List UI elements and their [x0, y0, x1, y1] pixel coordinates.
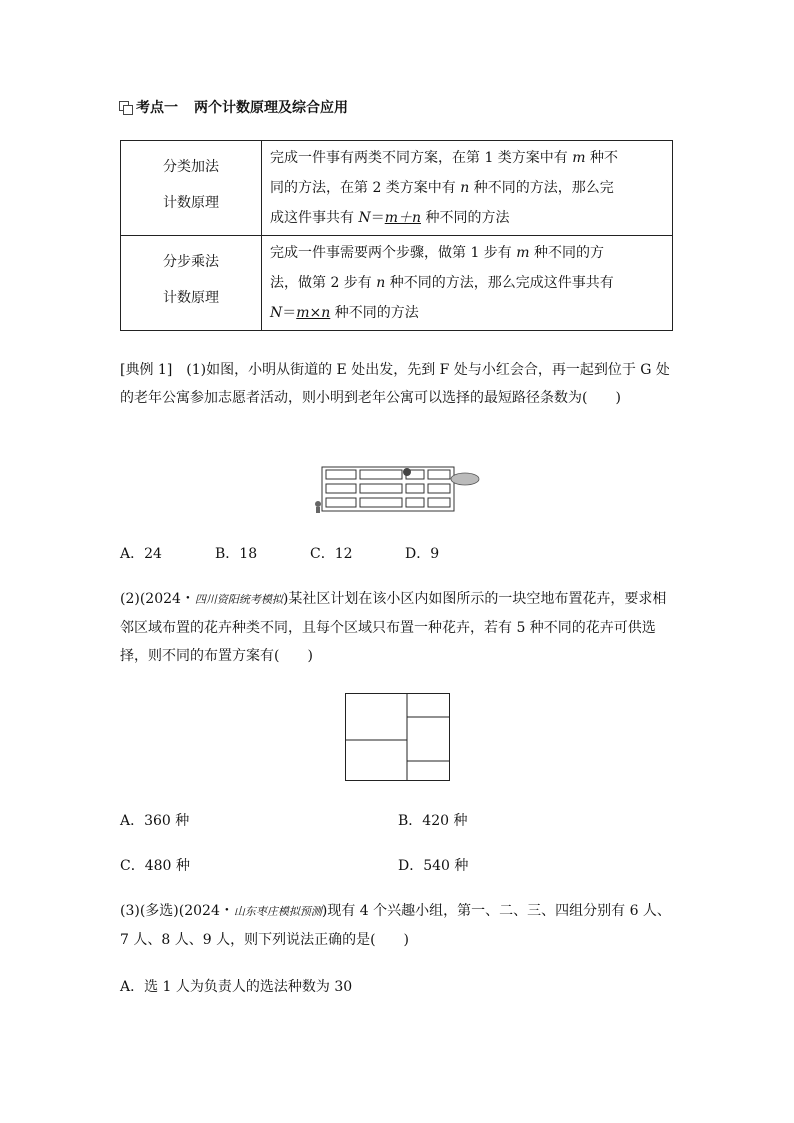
question-2-text: (2)(2024・四川资阳统考模拟)某社区计划在该小区内如图所示的一块空地布置花卉，要求相邻区域布置的花卉种类不同，且每个区域只布置一种花卉，若有 5 种不同的花卉可供选择，则不同的布置方案有( ) [120, 591, 667, 664]
section-heading [119, 97, 348, 117]
table-row [121, 236, 673, 331]
option-c[interactable]: C．480 种 [120, 858, 190, 874]
option-c[interactable]: C．12 [310, 546, 353, 562]
option-b[interactable]: B．18 [215, 546, 258, 562]
principle-name: 分步乘法 计数原理 [121, 236, 262, 331]
formula-answer: m＋n [384, 210, 421, 226]
building-icon [451, 473, 479, 485]
principle-description: 完成一件事需要两个步骤，做第 1 步有 m 种不同的方 法，做第 2 步有 n 种不同的方法，那么完成这件事共有 N＝m×n 种不同的方法 [262, 236, 673, 331]
counting-principles-table [120, 140, 673, 331]
option-d[interactable]: D．540 种 [398, 858, 469, 874]
question-1-text: [典例 1] (1)如图，小明从街道的 E 处出发，先到 F 处与小红会合，再一起到位于 G 处的老年公寓参加志愿者活动，则小明到老年公寓可以选择的最短路径条数为( ) [120, 362, 670, 406]
option-d[interactable]: D．9 [405, 546, 440, 562]
option-a[interactable]: A．24 [120, 546, 162, 562]
table-row [121, 141, 673, 236]
option-b[interactable]: B．420 种 [398, 813, 468, 829]
garden-plot-figure [345, 693, 450, 781]
question-3-text: (3)(多选)(2024・山东枣庄模拟预测)现有 4 个兴趣小组，第一、二、三、四组分别有 6 人、7 人、8 人、9 人，则下列说法正确的是( ) [120, 903, 671, 948]
person-icon [315, 501, 321, 507]
principle-description: 完成一件事有两类不同方案，在第 1 类方案中有 m 种不 同的方法，在第 2 类方案中有 n 种不同的方法，那么完 成这件事共有 N＝m＋n 种不同的方法 [262, 141, 673, 236]
street-map-figure [310, 462, 492, 514]
option-a[interactable]: A．选 1 人为负责人的选法种数为 30 [120, 979, 353, 995]
option-a[interactable]: A．360 种 [120, 813, 190, 829]
section-title: 两个计数原理及综合应用 [194, 100, 348, 116]
section-label: 考点一 [136, 100, 178, 116]
principle-name: 分类加法 计数原理 [121, 141, 262, 236]
formula-answer: m×n [296, 305, 331, 321]
person-icon [403, 468, 411, 476]
section-square-icon [119, 101, 132, 114]
